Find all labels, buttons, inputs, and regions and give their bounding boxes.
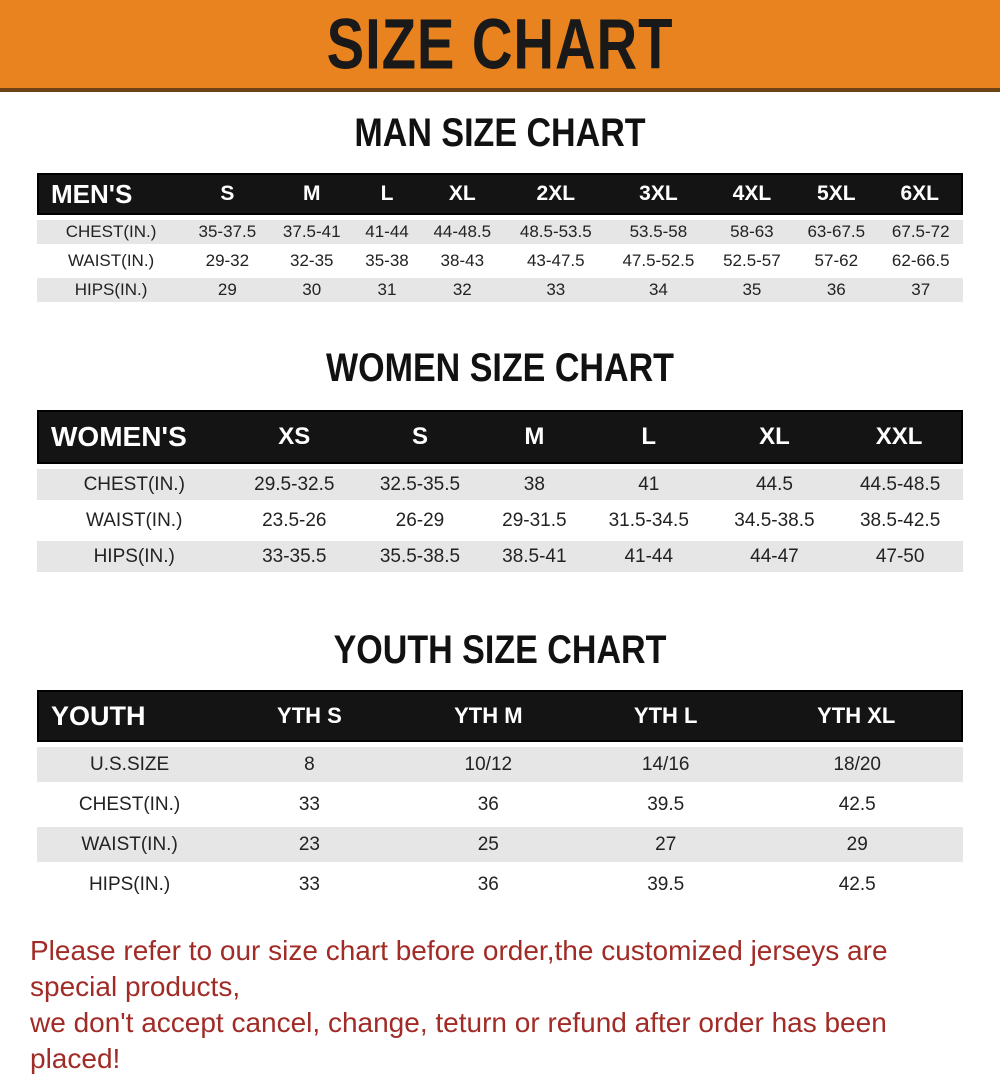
size-cell: 8 — [304, 753, 315, 775]
size-cell: 29 — [846, 833, 868, 855]
size-cell: 41 — [638, 473, 660, 495]
size-cell: 18/20 — [833, 753, 881, 775]
size-column-header: L — [586, 410, 712, 464]
size-chart-section — [0, 347, 1000, 577]
size-cell: 37.5-41 — [282, 222, 341, 241]
section-title: YOUTH SIZE CHART — [333, 627, 667, 672]
size-cell: 35.5-38.5 — [379, 545, 461, 567]
size-cell: 39.5 — [647, 873, 685, 895]
size-cell: 36 — [477, 873, 499, 895]
section-title: MAN SIZE CHART — [354, 110, 646, 155]
size-cell: 47.5-52.5 — [622, 251, 695, 270]
size-row — [37, 747, 963, 782]
size-cell: 52.5-57 — [723, 251, 781, 270]
size-column-header: YTH S — [222, 690, 397, 742]
size-column-header: 5XL — [794, 173, 878, 215]
size-cell: 36 — [477, 793, 499, 815]
size-column-header: 4XL — [710, 173, 794, 215]
table-corner-label: WOMEN'S — [37, 410, 231, 464]
size-cell: 42.5 — [838, 873, 876, 895]
size-cell: 33-35.5 — [262, 545, 327, 567]
size-table-head — [37, 173, 963, 215]
row-label: U.S.SIZE — [90, 753, 170, 775]
size-cell: 35 — [742, 280, 762, 299]
size-cell: 39.5 — [647, 793, 685, 815]
size-column-header: XL — [712, 410, 838, 464]
size-cell: 27 — [655, 833, 677, 855]
size-cell: 33 — [298, 873, 320, 895]
size-column-header: 3XL — [607, 173, 710, 215]
size-cell: 32-35 — [290, 251, 334, 270]
size-cell: 44.5-48.5 — [859, 473, 941, 495]
size-cell: 30 — [302, 280, 322, 299]
size-cell: 58-63 — [730, 222, 774, 241]
size-row — [37, 249, 963, 273]
size-cell: 37 — [911, 280, 931, 299]
size-cell: 41-44 — [624, 545, 674, 567]
size-cell: 42.5 — [838, 793, 876, 815]
size-cell: 67.5-72 — [891, 222, 950, 241]
size-cell: 29.5-32.5 — [254, 473, 335, 495]
size-table-header-row — [37, 173, 963, 215]
size-column-header: 2XL — [504, 173, 607, 215]
size-cell: 29 — [217, 280, 237, 299]
order-note — [0, 933, 1000, 1077]
size-table-body — [37, 747, 963, 902]
row-label: WAIST(IN.) — [67, 251, 155, 270]
banner — [0, 0, 1000, 92]
size-cell: 57-62 — [814, 251, 859, 270]
size-cell: 34 — [648, 280, 668, 299]
order-note-line1: Please refer to our size chart before order,the customized jerseys are special products, — [30, 935, 888, 1002]
size-cell: 10/12 — [464, 753, 513, 775]
size-column-header: S — [357, 410, 483, 464]
size-column-header: YTH M — [397, 690, 580, 742]
row-label: CHEST(IN.) — [65, 222, 157, 241]
size-row — [37, 220, 963, 244]
size-row — [37, 541, 963, 572]
section-title: WOMEN SIZE CHART — [326, 345, 674, 390]
size-cell: 31 — [377, 280, 397, 299]
size-table — [37, 685, 963, 907]
size-row — [37, 867, 963, 902]
table-corner-label: MEN'S — [37, 173, 185, 215]
row-label: CHEST(IN.) — [78, 793, 181, 815]
size-cell: 33 — [298, 793, 320, 815]
size-column-header: M — [483, 410, 586, 464]
size-column-header: XL — [420, 173, 504, 215]
size-cell: 44-48.5 — [433, 222, 492, 241]
size-cell: 63-67.5 — [807, 222, 866, 241]
size-cell: 34.5-38.5 — [734, 509, 815, 531]
size-table-body — [37, 220, 963, 302]
row-label: HIPS(IN.) — [88, 873, 171, 895]
size-cell: 23 — [298, 833, 320, 855]
size-column-header: S — [185, 173, 269, 215]
size-cell: 38.5-41 — [502, 545, 567, 567]
size-column-header: YTH XL — [751, 690, 963, 742]
size-row — [37, 505, 963, 536]
size-table — [37, 168, 963, 307]
size-cell: 23.5-26 — [262, 509, 327, 531]
size-chart-section — [0, 629, 1000, 907]
size-cell: 35-38 — [365, 251, 409, 270]
size-table — [37, 405, 963, 577]
size-row — [37, 787, 963, 822]
size-cell: 25 — [477, 833, 499, 855]
size-column-header: XS — [231, 410, 357, 464]
size-cell: 48.5-53.5 — [519, 222, 592, 241]
size-cell: 38.5-42.5 — [859, 509, 941, 531]
size-cell: 53.5-58 — [629, 222, 688, 241]
row-label: CHEST(IN.) — [83, 473, 185, 495]
size-table-head — [37, 690, 963, 742]
size-cell: 44.5 — [755, 473, 793, 495]
size-chart-section — [0, 112, 1000, 307]
size-cell: 32.5-35.5 — [379, 473, 461, 495]
row-label: WAIST(IN.) — [81, 833, 178, 855]
size-column-header: L — [354, 173, 420, 215]
size-cell: 33 — [546, 280, 566, 299]
size-cell: 43-47.5 — [526, 251, 585, 270]
size-cell: 32 — [452, 280, 472, 299]
size-column-header: YTH L — [580, 690, 752, 742]
size-row — [37, 469, 963, 500]
size-cell: 38-43 — [440, 251, 485, 270]
table-corner-label: YOUTH — [37, 690, 222, 742]
size-table-body — [37, 469, 963, 572]
size-row — [37, 278, 963, 302]
size-column-header: 6XL — [878, 173, 963, 215]
size-cell: 31.5-34.5 — [608, 509, 689, 531]
size-cell: 35-37.5 — [198, 222, 257, 241]
size-cell: 36 — [826, 280, 846, 299]
size-table-header-row — [37, 410, 963, 464]
banner-title: SIZE CHART — [326, 3, 674, 85]
size-cell: 44-47 — [750, 545, 799, 567]
size-cell: 47-50 — [875, 545, 925, 567]
size-table-header-row — [37, 690, 963, 742]
size-cell: 62-66.5 — [891, 251, 950, 270]
size-cell: 26-29 — [395, 509, 445, 531]
size-column-header: XXL — [837, 410, 963, 464]
charts-container — [0, 112, 1000, 907]
size-cell: 29-31.5 — [502, 509, 567, 531]
size-cell: 38 — [523, 473, 545, 495]
row-label: HIPS(IN.) — [93, 545, 175, 567]
size-column-header: M — [270, 173, 354, 215]
order-note-line2: we don't accept cancel, change, teturn or refund after order has been placed! — [30, 1007, 887, 1074]
size-cell: 29-32 — [205, 251, 250, 270]
size-cell: 41-44 — [365, 222, 409, 241]
size-table-head — [37, 410, 963, 464]
row-label: HIPS(IN.) — [74, 280, 148, 299]
size-cell: 14/16 — [641, 753, 690, 775]
size-row — [37, 827, 963, 862]
row-label: WAIST(IN.) — [86, 509, 183, 531]
